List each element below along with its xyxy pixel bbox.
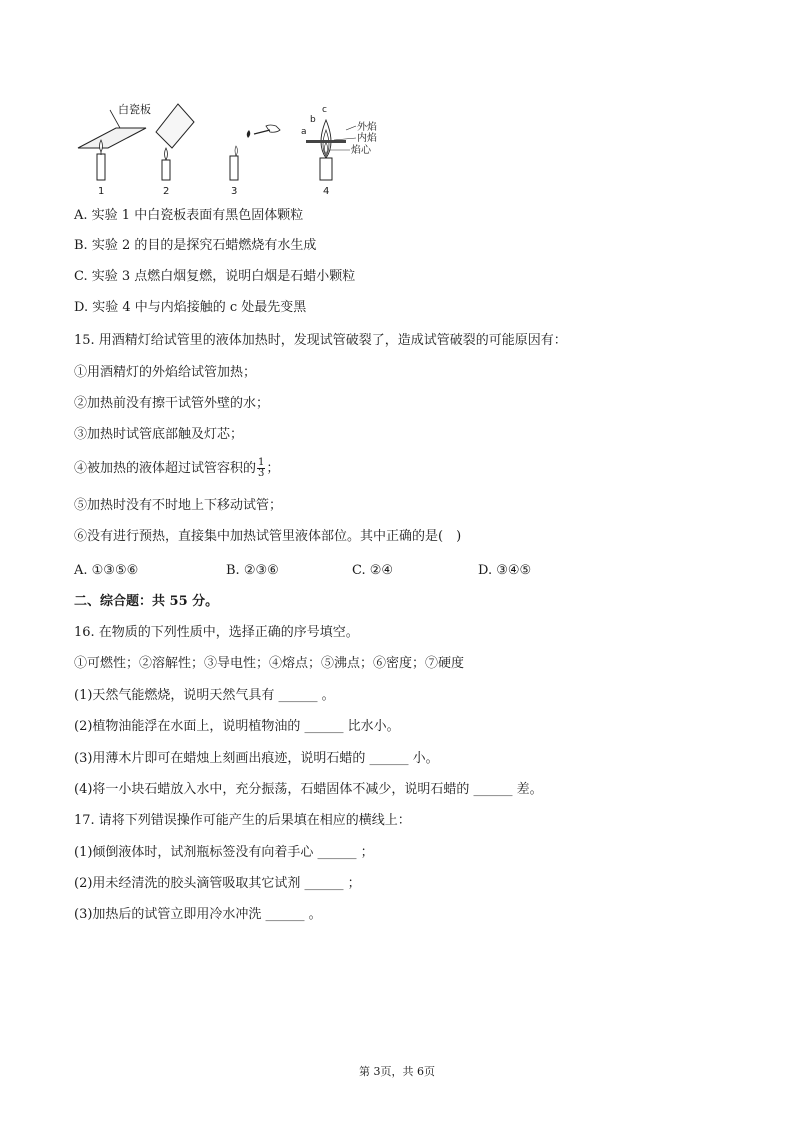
q15-item-1: ①用酒精灯的外焰给试管加热； (74, 365, 257, 380)
q16-item-3: (3)用薄木片即可在蜡烛上刻画出痕迹，说明石蜡的 ______ 小。 (74, 751, 439, 766)
q14-option-b: B. 实验 2 的目的是探究石蜡燃烧有水生成 (74, 238, 317, 253)
q15-item-6: ⑥没有进行预热，直接集中加热试管里液体部位。其中正确的是( ) (74, 529, 462, 544)
one-third-fraction (257, 458, 265, 479)
q15-option-b: B. ②③⑥ (226, 563, 279, 578)
q15-item-4 (74, 458, 279, 479)
q15-item-4-tail: ； (266, 461, 280, 476)
fraction-numerator: 1 (258, 457, 265, 468)
q15-option-c: C. ②④ (352, 563, 394, 578)
experiment-4 (301, 105, 377, 197)
flame-core-label: 焰心 (351, 145, 371, 156)
q15-item-4-text: ④被加热的液体超过试管容积的 (74, 461, 257, 476)
candle-diagram (70, 100, 390, 200)
figure-number-2: 2 (163, 186, 170, 197)
outer-flame-label: 外焰 (357, 122, 377, 133)
experiment-2 (156, 104, 194, 197)
q17-stem: 17. 请将下列错误操作可能产生的后果填在相应的横线上： (74, 813, 411, 828)
q15-option-d: D. ③④⑤ (478, 563, 532, 578)
q15-option-a: A. ①③⑤⑥ (74, 563, 139, 578)
q16-item-4: (4)将一小块石蜡放入水中，充分振荡，石蜡固体不减少，说明石蜡的 ______ 差。 (74, 782, 543, 797)
q16-item-1: (1)天然气能燃烧，说明天然气具有 ______ 。 (74, 688, 335, 703)
q16-properties: ①可燃性；②溶解性；③导电性；④熔点；⑤沸点；⑥密度；⑦硬度 (74, 656, 465, 671)
point-c-label: c (322, 105, 327, 115)
figure-number-3: 3 (231, 186, 238, 197)
q17-item-2: (2)用未经清洗的胶头滴管吸取其它试剂 ______ ； (74, 876, 361, 891)
point-b-label: b (310, 115, 316, 125)
q15-item-2: ②加热前没有擦干试管外壁的水； (74, 396, 270, 411)
experiment-1 (78, 102, 151, 197)
q14-option-a: A. 实验 1 中白瓷板表面有黑色固体颗粒 (74, 208, 304, 223)
q15-item-5: ⑤加热时没有不时地上下移动试管； (74, 498, 283, 513)
q17-item-1: (1)倾倒液体时，试剂瓶标签没有向着手心 ______ ； (74, 845, 374, 860)
section-2-title: 二、综合题：共 55 分。 (74, 594, 219, 609)
q15-item-3: ③加热时试管底部触及灯芯； (74, 427, 244, 442)
q16-stem: 16. 在物质的下列性质中，选择正确的序号填空。 (74, 625, 359, 640)
point-a-label: a (301, 127, 307, 137)
experiment-3 (230, 125, 280, 197)
q17-item-3: (3)加热后的试管立即用冷水冲洗 ______ 。 (74, 907, 322, 922)
q15-stem: 15. 用酒精灯给试管里的液体加热时，发现试管破裂了，造成试管破裂的可能原因有： (74, 333, 567, 348)
fraction-denominator: 3 (258, 468, 265, 479)
q14-option-d: D. 实验 4 中与内焰接触的 c 处最先变黑 (74, 300, 307, 315)
candle-experiments-figure (70, 100, 390, 200)
q14-option-c: C. 实验 3 点燃白烟复燃，说明白烟是石蜡小颗粒 (74, 269, 356, 284)
plate-label: 白瓷板 (118, 103, 151, 116)
inner-flame-label: 内焰 (357, 133, 377, 144)
q16-item-2: (2)植物油能浮在水面上，说明植物油的 ______ 比水小。 (74, 719, 400, 734)
figure-number-4: 4 (323, 186, 330, 197)
figure-number-1: 1 (98, 186, 105, 197)
page-number-footer: 第 3页，共 6页 (359, 1065, 435, 1078)
